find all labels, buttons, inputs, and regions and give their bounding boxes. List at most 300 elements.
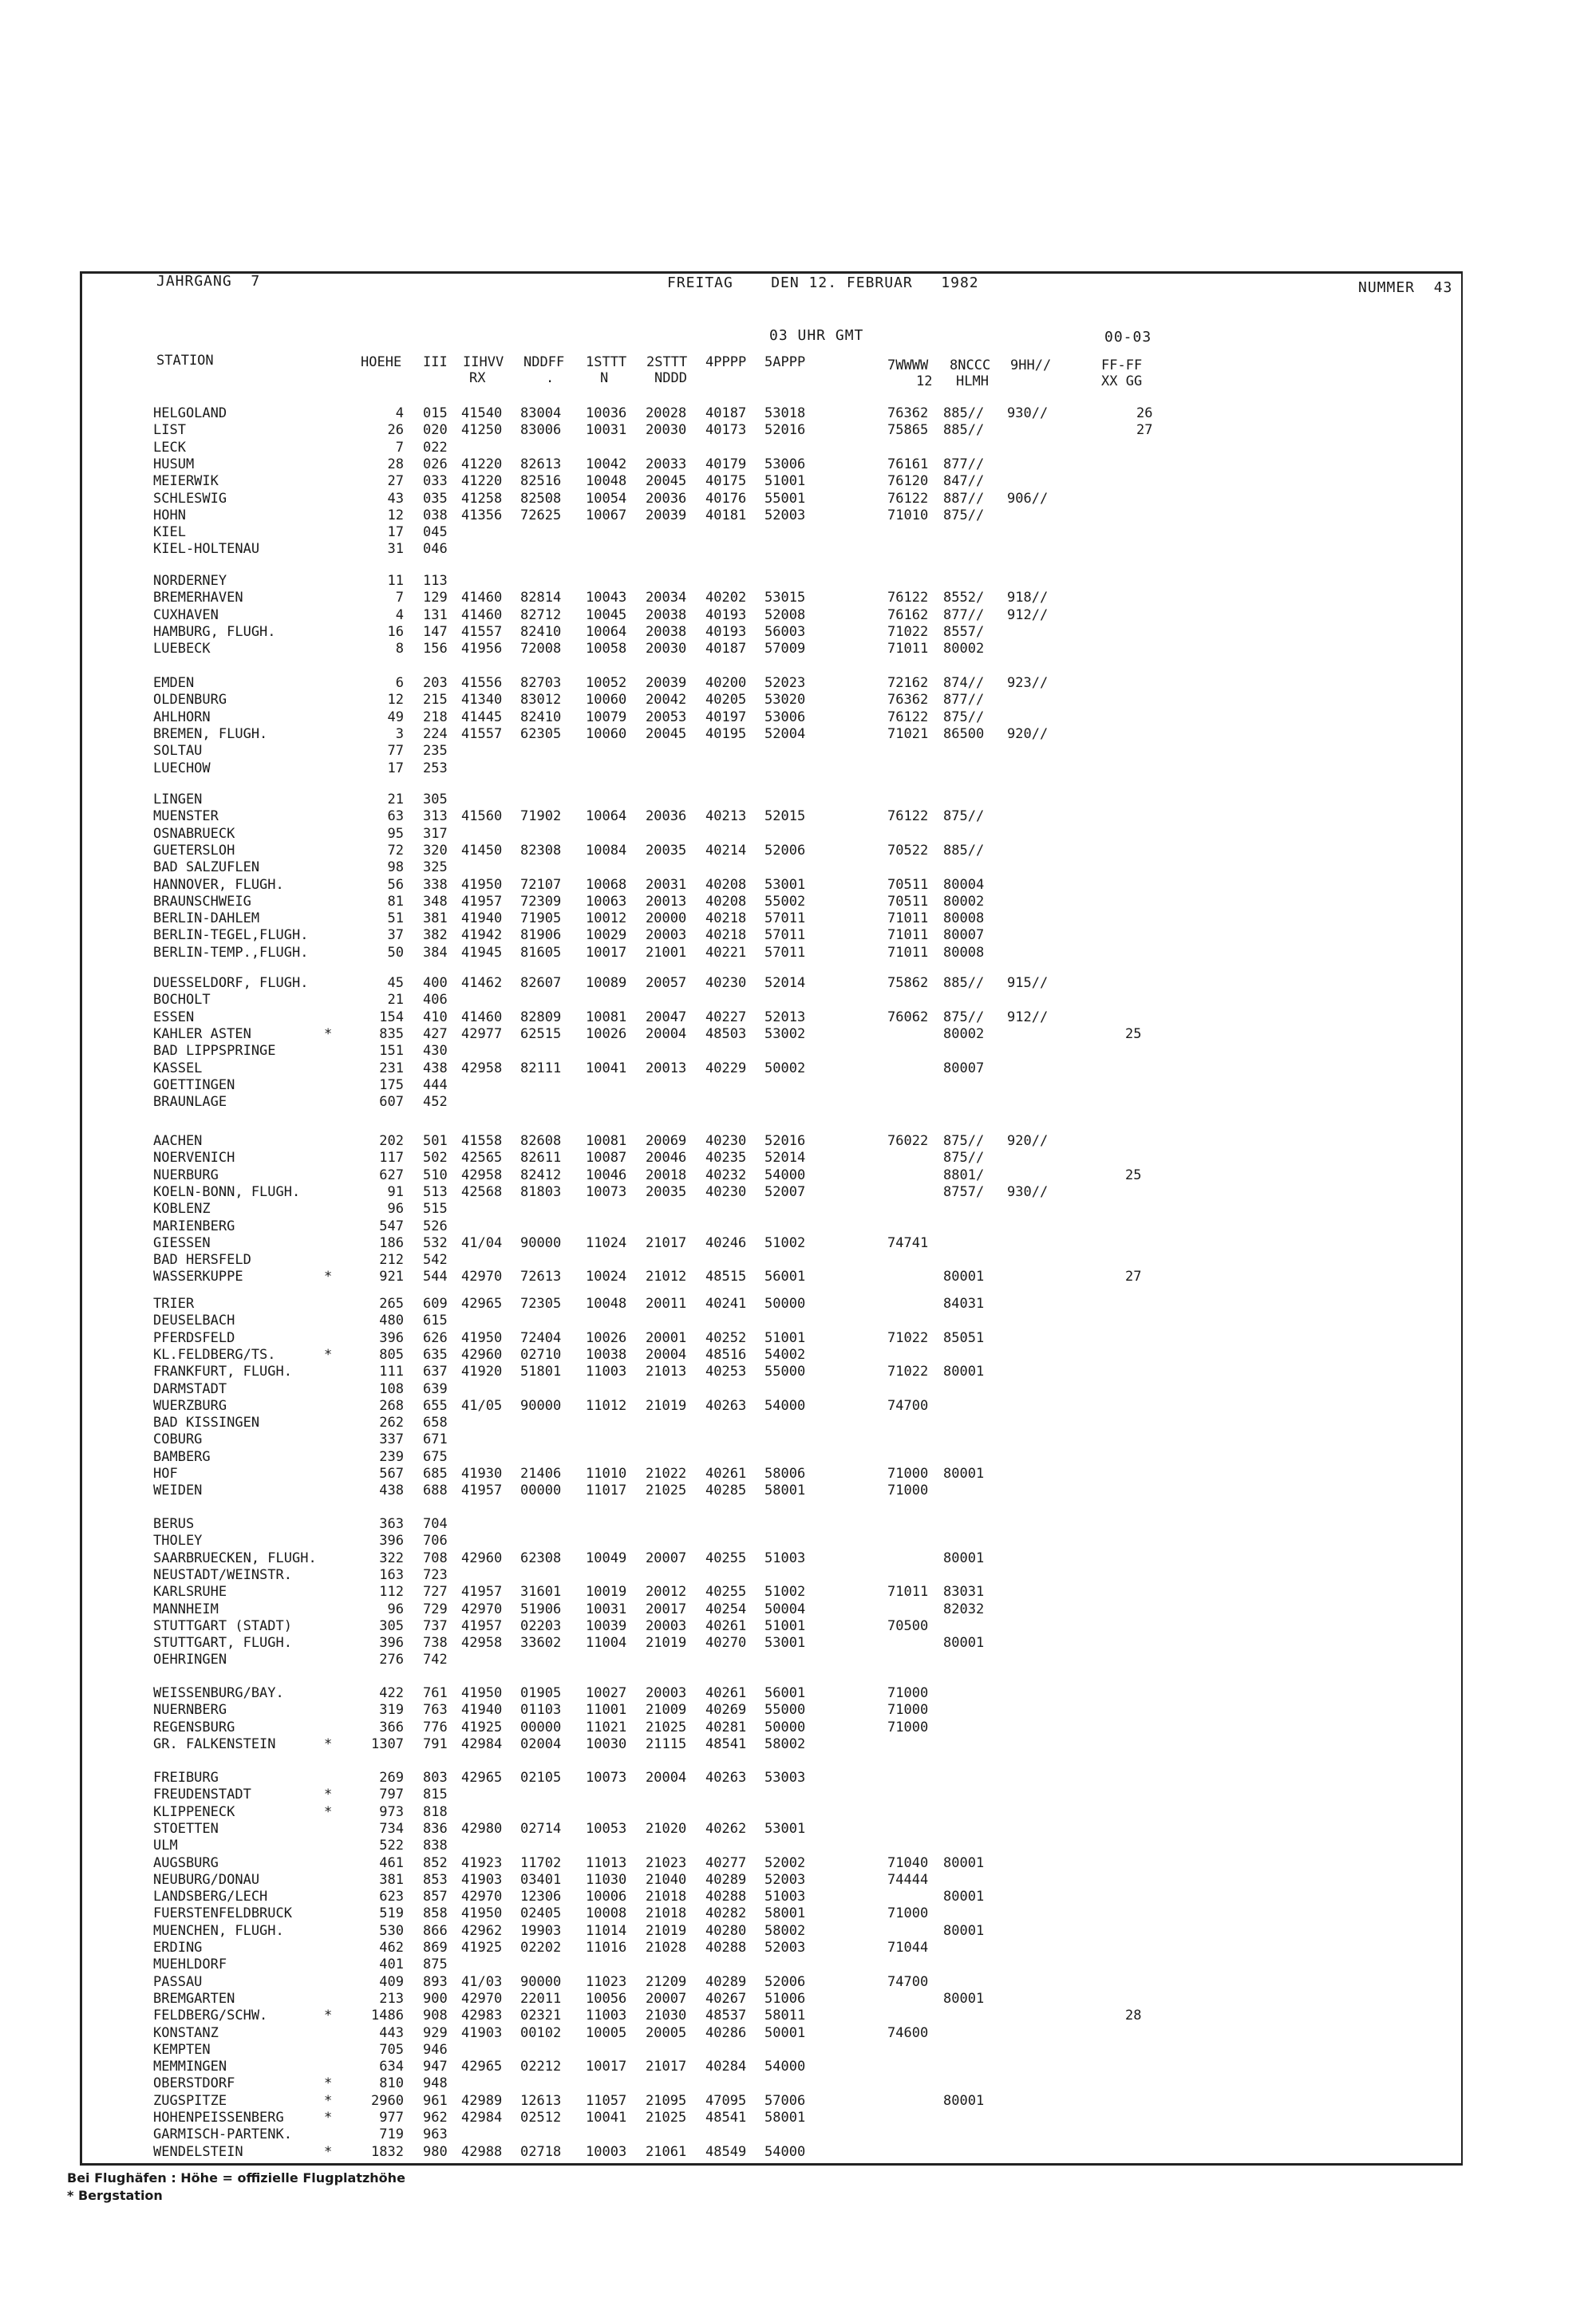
sttt2: 21019 bbox=[646, 1397, 687, 1414]
wwww7: 76120 bbox=[887, 473, 929, 490]
nccc8: 80001 bbox=[943, 1889, 985, 1905]
appp5: 56001 bbox=[764, 1269, 806, 1285]
iihvv: 42568 bbox=[461, 1183, 503, 1200]
appp5: 53003 bbox=[764, 1770, 806, 1786]
wwww7: 74741 bbox=[887, 1234, 929, 1251]
col-nddff-sub: . bbox=[546, 370, 555, 386]
hoehe: 239 bbox=[379, 1448, 404, 1465]
station-id: 688 bbox=[423, 1483, 448, 1499]
appp5: 52004 bbox=[764, 725, 806, 742]
pppp4: 40288 bbox=[705, 1940, 747, 1956]
sttt2: 21025 bbox=[646, 2110, 687, 2126]
station-name: BRAUNSCHWEIG bbox=[153, 893, 251, 910]
nccc8: 877// bbox=[943, 606, 985, 623]
station-id: 305 bbox=[423, 792, 448, 807]
table-row bbox=[0, 624, 1596, 641]
hoehe: 12 bbox=[387, 692, 404, 709]
hoehe: 175 bbox=[379, 1076, 404, 1093]
hoehe: 921 bbox=[379, 1269, 404, 1285]
nddff: 82410 bbox=[520, 709, 562, 725]
wwww7: 71011 bbox=[887, 910, 929, 927]
wwww7: 71000 bbox=[887, 1685, 929, 1701]
sttt1: 10073 bbox=[586, 1183, 627, 1200]
nddff: 72305 bbox=[520, 1296, 562, 1312]
station-name: BREMEN, FLUGH. bbox=[153, 725, 268, 742]
iihvv: 41/05 bbox=[461, 1397, 503, 1414]
station-name: KASSEL bbox=[153, 1060, 203, 1076]
pppp4: 40181 bbox=[705, 507, 747, 523]
sttt2: 20035 bbox=[646, 1183, 687, 1200]
pppp4: 40267 bbox=[705, 1990, 747, 2007]
appp5: 55000 bbox=[764, 1364, 806, 1380]
station-id: 946 bbox=[423, 2041, 448, 2058]
sttt2: 21001 bbox=[646, 944, 687, 961]
appp5: 52003 bbox=[764, 507, 806, 523]
col-nddff: NDDFF bbox=[523, 354, 565, 370]
hoehe: 17 bbox=[387, 760, 404, 776]
pppp4: 40195 bbox=[705, 725, 747, 742]
hoehe: 438 bbox=[379, 1483, 404, 1499]
hoehe: 98 bbox=[387, 859, 404, 876]
sttt2: 20012 bbox=[646, 1584, 687, 1601]
station-name: STUTTGART, FLUGH. bbox=[153, 1635, 292, 1652]
station-id: 723 bbox=[423, 1566, 448, 1583]
appp5: 51003 bbox=[764, 1550, 806, 1566]
station-id: 253 bbox=[423, 760, 448, 776]
appp5: 51002 bbox=[764, 1584, 806, 1601]
sttt1: 10049 bbox=[586, 1550, 627, 1566]
table-row bbox=[0, 1313, 1596, 1329]
iihvv: 41220 bbox=[461, 456, 503, 472]
wwww7: 70511 bbox=[887, 876, 929, 893]
iihvv: 41445 bbox=[461, 709, 503, 725]
nddff: 81906 bbox=[520, 927, 562, 944]
station-name: AHLHORN bbox=[153, 709, 211, 725]
appp5: 52003 bbox=[764, 1940, 806, 1956]
pppp4: 40221 bbox=[705, 944, 747, 961]
nccc8: 885// bbox=[943, 422, 985, 439]
hoehe: 26 bbox=[387, 422, 404, 439]
hoehe: 2960 bbox=[371, 2092, 404, 2109]
appp5: 53020 bbox=[764, 692, 806, 709]
appp5: 52002 bbox=[764, 1854, 806, 1871]
nddff: 02714 bbox=[520, 1820, 562, 1837]
hoehe: 305 bbox=[379, 1617, 404, 1634]
appp5: 56001 bbox=[764, 1685, 806, 1701]
hoehe: 202 bbox=[379, 1133, 404, 1149]
sttt2: 21028 bbox=[646, 1940, 687, 1956]
nccc8: 80001 bbox=[943, 1364, 985, 1380]
station-id: 900 bbox=[423, 1990, 448, 2007]
sttt1: 11014 bbox=[586, 1922, 627, 1939]
hoehe: 4 bbox=[395, 606, 404, 623]
station-name: OSNABRUECK bbox=[153, 825, 235, 842]
appp5: 57011 bbox=[764, 910, 806, 927]
sttt2: 20007 bbox=[646, 1550, 687, 1566]
table-row bbox=[0, 1431, 1596, 1448]
hoehe: 43 bbox=[387, 490, 404, 507]
station-id: 022 bbox=[423, 439, 448, 456]
nccc8: 885// bbox=[943, 975, 985, 991]
iihvv: 42984 bbox=[461, 2110, 503, 2126]
sttt2: 20007 bbox=[646, 1990, 687, 2007]
pppp4: 40270 bbox=[705, 1635, 747, 1652]
table-row bbox=[0, 1533, 1596, 1550]
sttt2: 20004 bbox=[646, 1346, 687, 1363]
col-1sttt-sub: N bbox=[600, 370, 609, 386]
wwww7: 71022 bbox=[887, 1364, 929, 1380]
table-row bbox=[0, 675, 1596, 692]
iihvv: 41356 bbox=[461, 507, 503, 523]
station-name: SAARBRUECKEN, FLUGH. bbox=[153, 1550, 317, 1566]
appp5: 52016 bbox=[764, 1133, 806, 1149]
table-row bbox=[0, 456, 1596, 473]
table-row bbox=[0, 945, 1596, 961]
station-name: HOHN bbox=[153, 507, 186, 523]
sttt1: 10031 bbox=[586, 422, 627, 439]
iihvv: 42960 bbox=[461, 1346, 503, 1363]
nddff: 31601 bbox=[520, 1584, 562, 1601]
nddff: 82608 bbox=[520, 1133, 562, 1149]
pppp4: 40197 bbox=[705, 709, 747, 725]
table-row bbox=[0, 541, 1596, 558]
sttt1: 10060 bbox=[586, 692, 627, 709]
appp5: 58001 bbox=[764, 1905, 806, 1922]
iihvv: 41903 bbox=[461, 1871, 503, 1888]
station-id: 838 bbox=[423, 1838, 448, 1854]
hoehe: 31 bbox=[387, 541, 404, 558]
station-name: BAD LIPPSPRINGE bbox=[153, 1043, 276, 1060]
hoehe: 3 bbox=[395, 725, 404, 742]
nccc8: 80002 bbox=[943, 893, 985, 910]
station-id: 045 bbox=[423, 524, 448, 541]
pppp4: 40173 bbox=[705, 422, 747, 439]
nccc8: 85051 bbox=[943, 1329, 985, 1346]
hoehe: 835 bbox=[379, 1025, 404, 1042]
hh9: 920// bbox=[1007, 725, 1049, 742]
nccc8: 80007 bbox=[943, 1060, 985, 1076]
station-id: 853 bbox=[423, 1871, 448, 1888]
sttt1: 11016 bbox=[586, 1940, 627, 1956]
station-id: 708 bbox=[423, 1550, 448, 1566]
appp5: 54000 bbox=[764, 1167, 806, 1183]
sttt2: 21061 bbox=[646, 2143, 687, 2160]
station-id: 532 bbox=[423, 1234, 448, 1251]
pppp4: 40285 bbox=[705, 1483, 747, 1499]
wwww7: 71011 bbox=[887, 944, 929, 961]
pppp4: 40281 bbox=[705, 1719, 747, 1735]
appp5: 55001 bbox=[764, 490, 806, 507]
iihvv: 41540 bbox=[461, 405, 503, 421]
sttt1: 10041 bbox=[586, 2110, 627, 2126]
sttt2: 20004 bbox=[646, 1770, 687, 1786]
nccc8: 84031 bbox=[943, 1296, 985, 1312]
table-row bbox=[0, 1381, 1596, 1398]
station-id: 737 bbox=[423, 1617, 448, 1634]
station-id: 615 bbox=[423, 1313, 448, 1329]
hoehe: 366 bbox=[379, 1719, 404, 1735]
nddff: 02212 bbox=[520, 2059, 562, 2075]
station-name: ZUGSPITZE bbox=[153, 2092, 227, 2109]
appp5: 52023 bbox=[764, 675, 806, 691]
hoehe: 401 bbox=[379, 1956, 404, 1973]
hoehe: 45 bbox=[387, 975, 404, 991]
station-name: OBERSTDORF bbox=[153, 2075, 235, 2092]
pppp4: 40208 bbox=[705, 876, 747, 893]
table-row bbox=[0, 1077, 1596, 1094]
wwww7: 71022 bbox=[887, 1329, 929, 1346]
hoehe: 265 bbox=[379, 1296, 404, 1312]
iihvv: 41925 bbox=[461, 1940, 503, 1956]
nddff: 83006 bbox=[520, 422, 562, 439]
nddff: 02203 bbox=[520, 1617, 562, 1634]
table-row bbox=[0, 1923, 1596, 1940]
iihvv: 42980 bbox=[461, 1820, 503, 1837]
hoehe: 8 bbox=[395, 641, 404, 657]
table-row bbox=[0, 859, 1596, 876]
sttt1: 10043 bbox=[586, 590, 627, 606]
appp5: 53001 bbox=[764, 1820, 806, 1837]
appp5: 58011 bbox=[764, 2008, 806, 2024]
wwww7: 71040 bbox=[887, 1854, 929, 1871]
station-id: 317 bbox=[423, 825, 448, 842]
col-iihvv-sub: RX bbox=[469, 370, 486, 386]
pppp4: 40176 bbox=[705, 490, 747, 507]
pppp4: 40235 bbox=[705, 1150, 747, 1167]
station-name: MANNHEIM bbox=[153, 1601, 219, 1617]
wwww7: 70500 bbox=[887, 1617, 929, 1634]
hoehe: 4 bbox=[395, 405, 404, 421]
table-row bbox=[0, 1720, 1596, 1736]
hoehe: 322 bbox=[379, 1550, 404, 1566]
nccc8: 875// bbox=[943, 808, 985, 825]
iihvv: 41957 bbox=[461, 1483, 503, 1499]
sttt1: 10046 bbox=[586, 1167, 627, 1183]
iihvv: 42965 bbox=[461, 1296, 503, 1312]
nddff: 02202 bbox=[520, 1940, 562, 1956]
hoehe: 409 bbox=[379, 1973, 404, 1990]
appp5: 51002 bbox=[764, 1234, 806, 1251]
sttt1: 10045 bbox=[586, 606, 627, 623]
hoehe: 705 bbox=[379, 2041, 404, 2058]
nddff: 71902 bbox=[520, 808, 562, 825]
station-name: PASSAU bbox=[153, 1973, 203, 1990]
station-id: 706 bbox=[423, 1533, 448, 1550]
station-id: 858 bbox=[423, 1905, 448, 1922]
footnote-mountain: * Bergstation bbox=[67, 2188, 163, 2203]
wwww7: 71011 bbox=[887, 927, 929, 944]
ff-gust: 28 bbox=[1125, 2008, 1142, 2024]
appp5: 54000 bbox=[764, 1397, 806, 1414]
sttt1: 10064 bbox=[586, 808, 627, 825]
station-name: HAMBURG, FLUGH. bbox=[153, 623, 276, 640]
pppp4: 40263 bbox=[705, 1770, 747, 1786]
table-row bbox=[0, 1218, 1596, 1235]
nddff: 02710 bbox=[520, 1346, 562, 1363]
appp5: 54002 bbox=[764, 1346, 806, 1363]
nccc8: 82032 bbox=[943, 1601, 985, 1617]
sttt2: 21020 bbox=[646, 1820, 687, 1837]
iihvv: 42565 bbox=[461, 1150, 503, 1167]
table-row bbox=[0, 1133, 1596, 1150]
sttt1: 10089 bbox=[586, 975, 627, 991]
jahrgang: JAHRGANG 7 bbox=[156, 273, 261, 290]
sttt1: 10052 bbox=[586, 675, 627, 691]
sttt2: 21009 bbox=[646, 1702, 687, 1719]
pppp4: 40218 bbox=[705, 910, 747, 927]
pppp4: 40263 bbox=[705, 1397, 747, 1414]
iihvv: 42960 bbox=[461, 1550, 503, 1566]
station-name: WASSERKUPPE bbox=[153, 1269, 243, 1285]
iihvv: 41945 bbox=[461, 944, 503, 961]
nddff: 81605 bbox=[520, 944, 562, 961]
nccc8: 877// bbox=[943, 692, 985, 709]
station-name: BAD KISSINGEN bbox=[153, 1415, 260, 1431]
station-id: 224 bbox=[423, 725, 448, 742]
mountain-marker: * bbox=[324, 1269, 333, 1285]
nccc8: 80001 bbox=[943, 1922, 985, 1939]
nddff: 33602 bbox=[520, 1635, 562, 1652]
hoehe: 63 bbox=[387, 808, 404, 825]
sttt1: 10038 bbox=[586, 1346, 627, 1363]
nddff: 72309 bbox=[520, 893, 562, 910]
hoehe: 77 bbox=[387, 743, 404, 760]
col-8nccc: 8NCCC bbox=[950, 357, 991, 373]
hoehe: 56 bbox=[387, 876, 404, 893]
hoehe: 276 bbox=[379, 1652, 404, 1668]
mountain-marker: * bbox=[324, 2143, 333, 2160]
table-row bbox=[0, 473, 1596, 490]
table-row bbox=[0, 1330, 1596, 1347]
nccc8: 877// bbox=[943, 456, 985, 472]
report-date: FREITAG DEN 12. FEBRUAR 1982 bbox=[667, 274, 979, 291]
station-id: 961 bbox=[423, 2092, 448, 2109]
nddff: 82508 bbox=[520, 490, 562, 507]
mountain-marker: * bbox=[324, 1787, 333, 1803]
station-id: 218 bbox=[423, 709, 448, 725]
sttt1: 10003 bbox=[586, 2143, 627, 2160]
sttt2: 20038 bbox=[646, 606, 687, 623]
station-name: REGENSBURG bbox=[153, 1719, 235, 1735]
nddff: 02718 bbox=[520, 2143, 562, 2160]
pppp4: 40213 bbox=[705, 808, 747, 825]
table-row bbox=[0, 1449, 1596, 1466]
appp5: 52016 bbox=[764, 422, 806, 439]
sttt1: 10042 bbox=[586, 456, 627, 472]
pppp4: 40214 bbox=[705, 842, 747, 859]
station-id: 131 bbox=[423, 606, 448, 623]
appp5: 50001 bbox=[764, 2024, 806, 2041]
sttt2: 21017 bbox=[646, 1234, 687, 1251]
sttt2: 20047 bbox=[646, 1009, 687, 1025]
nccc8: 86500 bbox=[943, 725, 985, 742]
wwww7: 76122 bbox=[887, 590, 929, 606]
nddff: 62515 bbox=[520, 1025, 562, 1042]
sttt1: 10048 bbox=[586, 1296, 627, 1312]
iihvv: 41460 bbox=[461, 590, 503, 606]
table-row bbox=[0, 743, 1596, 760]
table-row bbox=[0, 709, 1596, 726]
hoehe: 21 bbox=[387, 792, 404, 807]
ff-gust: 27 bbox=[1136, 422, 1153, 439]
station-id: 513 bbox=[423, 1183, 448, 1200]
station-name: HELGOLAND bbox=[153, 405, 227, 421]
wwww7: 71000 bbox=[887, 1483, 929, 1499]
hoehe: 462 bbox=[379, 1940, 404, 1956]
iihvv: 41560 bbox=[461, 808, 503, 825]
nddff: 72008 bbox=[520, 641, 562, 657]
sttt1: 11057 bbox=[586, 2092, 627, 2109]
mountain-marker: * bbox=[324, 2075, 333, 2092]
station-name: KONSTANZ bbox=[153, 2024, 219, 2041]
pppp4: 40246 bbox=[705, 1234, 747, 1251]
table-row bbox=[0, 726, 1596, 743]
nccc8: 80001 bbox=[943, 1269, 985, 1285]
station-id: 776 bbox=[423, 1719, 448, 1735]
wwww7: 76062 bbox=[887, 1009, 929, 1025]
nddff: 90000 bbox=[520, 1234, 562, 1251]
station-id: 438 bbox=[423, 1060, 448, 1076]
table-row bbox=[0, 1060, 1596, 1077]
hoehe: 12 bbox=[387, 507, 404, 523]
nddff: 83004 bbox=[520, 405, 562, 421]
station-name: KIEL bbox=[153, 524, 186, 541]
station-id: 400 bbox=[423, 975, 448, 991]
station-id: 908 bbox=[423, 2008, 448, 2024]
hoehe: 111 bbox=[379, 1364, 404, 1380]
station-id: 866 bbox=[423, 1922, 448, 1939]
pppp4: 48549 bbox=[705, 2143, 747, 2160]
sttt2: 21019 bbox=[646, 1635, 687, 1652]
iihvv: 41940 bbox=[461, 910, 503, 927]
iihvv: 41925 bbox=[461, 1719, 503, 1735]
pppp4: 40286 bbox=[705, 2024, 747, 2041]
station-name: AACHEN bbox=[153, 1133, 203, 1149]
sttt2: 20053 bbox=[646, 709, 687, 725]
appp5: 51003 bbox=[764, 1889, 806, 1905]
iihvv: 42958 bbox=[461, 1635, 503, 1652]
wwww7: 70511 bbox=[887, 893, 929, 910]
nddff: 72107 bbox=[520, 876, 562, 893]
sttt1: 10005 bbox=[586, 2024, 627, 2041]
sttt1: 11013 bbox=[586, 1854, 627, 1871]
iihvv: 42970 bbox=[461, 1889, 503, 1905]
hoehe: 112 bbox=[379, 1584, 404, 1601]
appp5: 57011 bbox=[764, 944, 806, 961]
wwww7: 76162 bbox=[887, 606, 929, 623]
hoehe: 212 bbox=[379, 1252, 404, 1269]
table-row bbox=[0, 2025, 1596, 2042]
table-row bbox=[0, 2075, 1596, 2092]
pppp4: 40255 bbox=[705, 1584, 747, 1601]
sttt1: 10053 bbox=[586, 1820, 627, 1837]
station-id: 671 bbox=[423, 1431, 448, 1448]
wwww7: 75865 bbox=[887, 422, 929, 439]
nddff: 02512 bbox=[520, 2110, 562, 2126]
table-row bbox=[0, 1905, 1596, 1922]
station-id: 035 bbox=[423, 490, 448, 507]
nddff: 12613 bbox=[520, 2092, 562, 2109]
mountain-marker: * bbox=[324, 2110, 333, 2126]
station-name: NOERVENICH bbox=[153, 1150, 235, 1167]
station-name: SOLTAU bbox=[153, 743, 203, 760]
sttt1: 10019 bbox=[586, 1584, 627, 1601]
station-name: MUEHLDORF bbox=[153, 1956, 227, 1973]
iihvv: 42977 bbox=[461, 1025, 503, 1042]
sttt1: 11010 bbox=[586, 1466, 627, 1482]
station-name: DEUSELBACH bbox=[153, 1313, 235, 1329]
station-id: 147 bbox=[423, 623, 448, 640]
